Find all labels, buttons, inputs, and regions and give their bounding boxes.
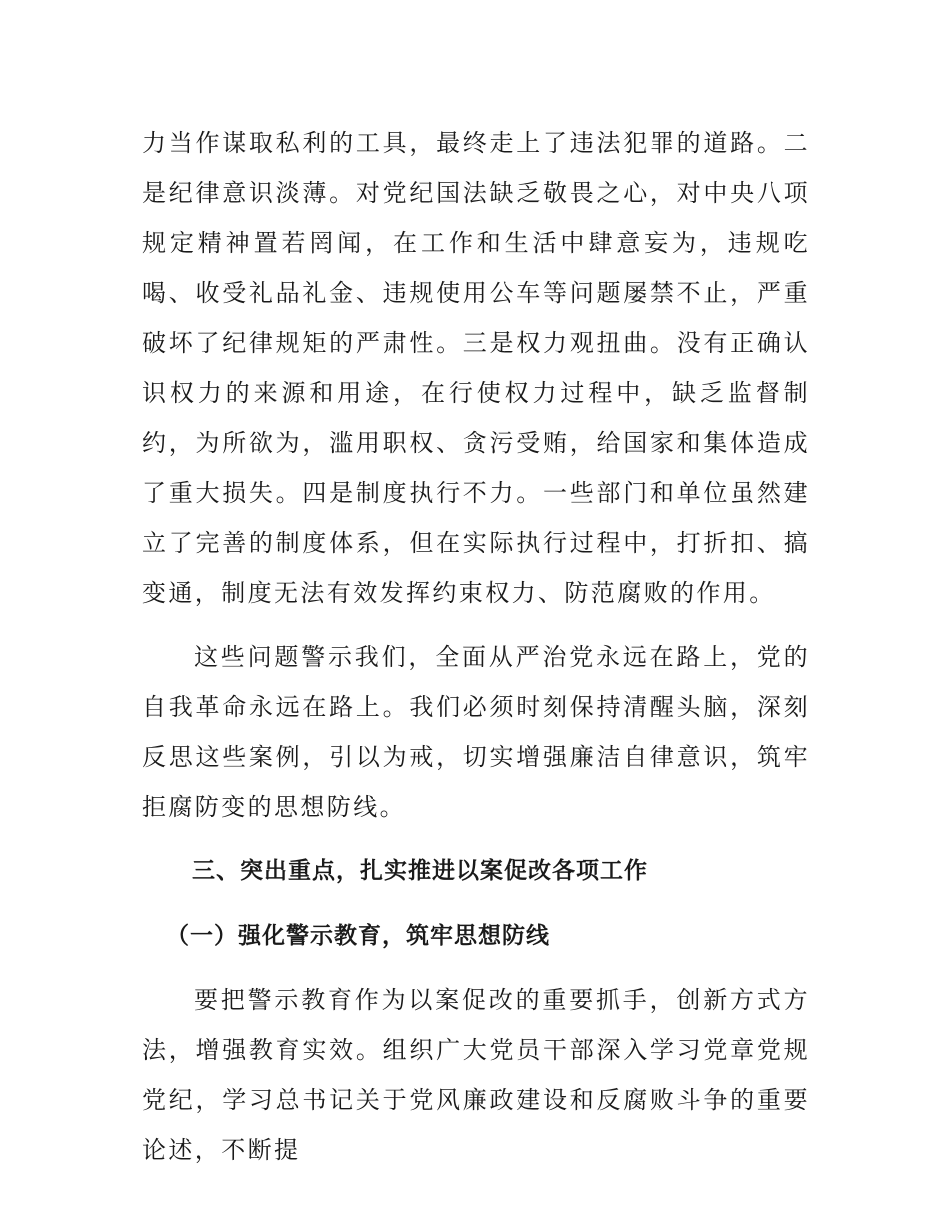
paragraph-continuation: 力当作谋取私利的工具，最终走上了违法犯罪的道路。二是纪律意识淡薄。对党纪国法缺乏敬畏之心，对中央八项规定精神置若罔闻，在工作和生活中肆意妄为，违规吃喝、收受礼品礼金、违规使用公车等问题屡禁不止，严重破坏了纪律规矩的严肃性。三是权力观扭曲。没有正确认识权力的来源和用途，在行使权力过程中，缺乏监督制约，为所欲为，滥用职权、贪污受贿，给国家和集体造成了重大损失。四是制度执行不力。一些部门和单位虽然建立了完善的制度体系，但在实际执行过程中，打折扣、搞变通，制度无法有效发挥约束权力、防范腐败的作用。 [142, 129, 810, 607]
paragraph-education: 要把警示教育作为以案促改的重要抓手，创新方式方法，增强教育实效。组织广大党员干部深入学习党章党规党纪，学习总书记关于党风廉政建设和反腐败斗争的重要论述，不断提 [142, 986, 810, 1164]
paragraph-warning: 这些问题警示我们，全面从严治党永远在路上，党的自我革命永远在路上。我们必须时刻保持清醒头脑，深刻反思这些案例，引以为戒，切实增强廉洁自律意识，筑牢拒腐防变的思想防线。 [142, 643, 810, 821]
subsection-heading: （一）强化警示教育，筑牢思想防线 [166, 923, 550, 949]
section-heading: 三、突出重点，扎实推进以案促改各项工作 [192, 858, 648, 884]
